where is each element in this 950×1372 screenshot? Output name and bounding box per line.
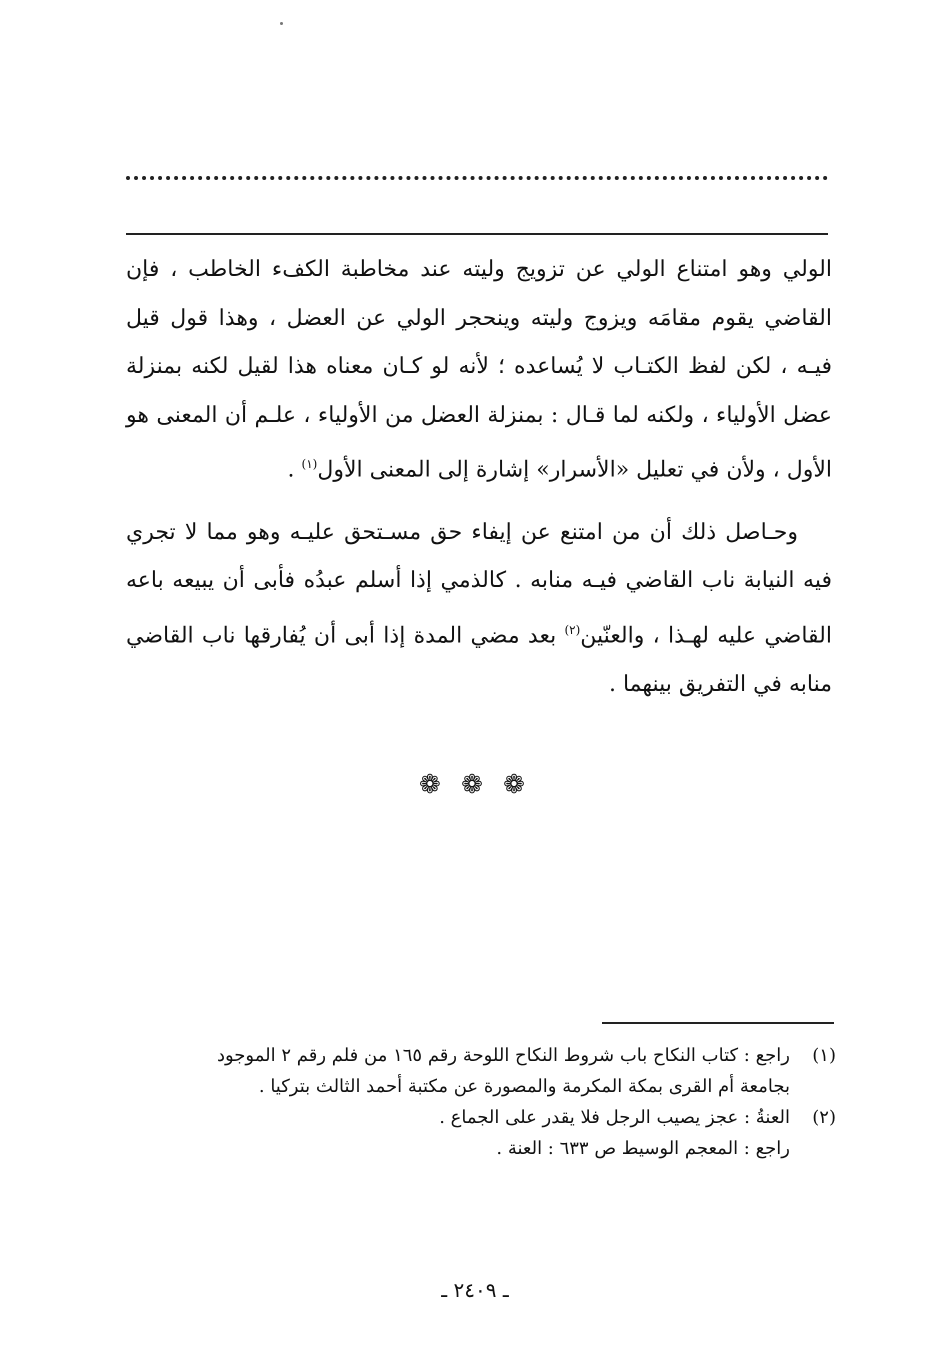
footnotes: [126, 1040, 836, 1164]
footnote-ref-2: (٢): [564, 622, 581, 637]
page-number: ـ ٢٤٠٩ ـ: [441, 1278, 509, 1302]
footnote-rule: [602, 1022, 834, 1024]
footnote-1-continuation: بجامعة أم القرى بمكة المكرمة والمصورة عن مكتبة أحمد الثالث بتركيا .: [258, 1076, 790, 1097]
paragraph-2-text-a: وحـاصل ذلك أن من امتنع عن إيفاء حق مسـتحق عليـه وهو مما لا تجري فيه النيابة ناب القاضي فيـه منابه . كالذمي إذا أسلم عبدُه فأبى أن يبيعه باعه القاضي عليه لهـذا ، والعنّين: [126, 519, 832, 649]
footnote-1: [126, 1040, 836, 1071]
paragraph-1: [126, 246, 832, 495]
footnote-ref-1: (١): [301, 457, 318, 471]
footnote-2-continuation: راجع : المعجم الوسيط ص ٦٣٣ : العنة .: [496, 1138, 790, 1159]
main-text: [126, 246, 832, 709]
dotted-separator: [126, 176, 828, 180]
footnote-2-number: (٢): [812, 1107, 836, 1128]
paragraph-1-text: الولي وهو امتناع الولي عن تزويج وليته عند مخاطبة الكفء الخاطب ، فإن القاضي يقوم مقامَه ويزوج وليته وينحجر الولي عن العضل ، وهذا قول قيل فيـه ، لكن لفظ الكتـاب لا يُساعده ؛ لأنه لو كـان معناه هذا لقيل لكنه بمنزلة عضل الأولياء ، ولكنه لما قـال : بمنزلة العضل من الأولياء ، علـم أن المعنى هو الأول ، ولأن في تعليل «الأسرار» إشارة إلى المعنى الأول: [126, 257, 832, 483]
paragraph-2-text-b: بعد مضي المدة إذا أبى أن يُفارقها ناب القاضي منابه في التفريق بينهما .: [126, 623, 832, 697]
paragraph-2: [126, 509, 832, 709]
section-ornaments: ❁ ❁ ❁: [419, 770, 531, 800]
scan-speck: [280, 22, 283, 25]
top-rule: [126, 233, 828, 235]
footnote-1-number: (١): [812, 1045, 836, 1066]
paragraph-1-end: .: [287, 457, 302, 483]
footnote-1-line-1: راجع : كتاب النكاح باب شروط النكاح اللوحة رقم ١٦٥ من فلم رقم ٢ الموجود: [216, 1045, 790, 1066]
footnote-2: [126, 1102, 836, 1133]
footnote-2-line-1: العنةُ : عجز يصيب الرجل فلا يقدر على الجماع .: [439, 1107, 790, 1128]
